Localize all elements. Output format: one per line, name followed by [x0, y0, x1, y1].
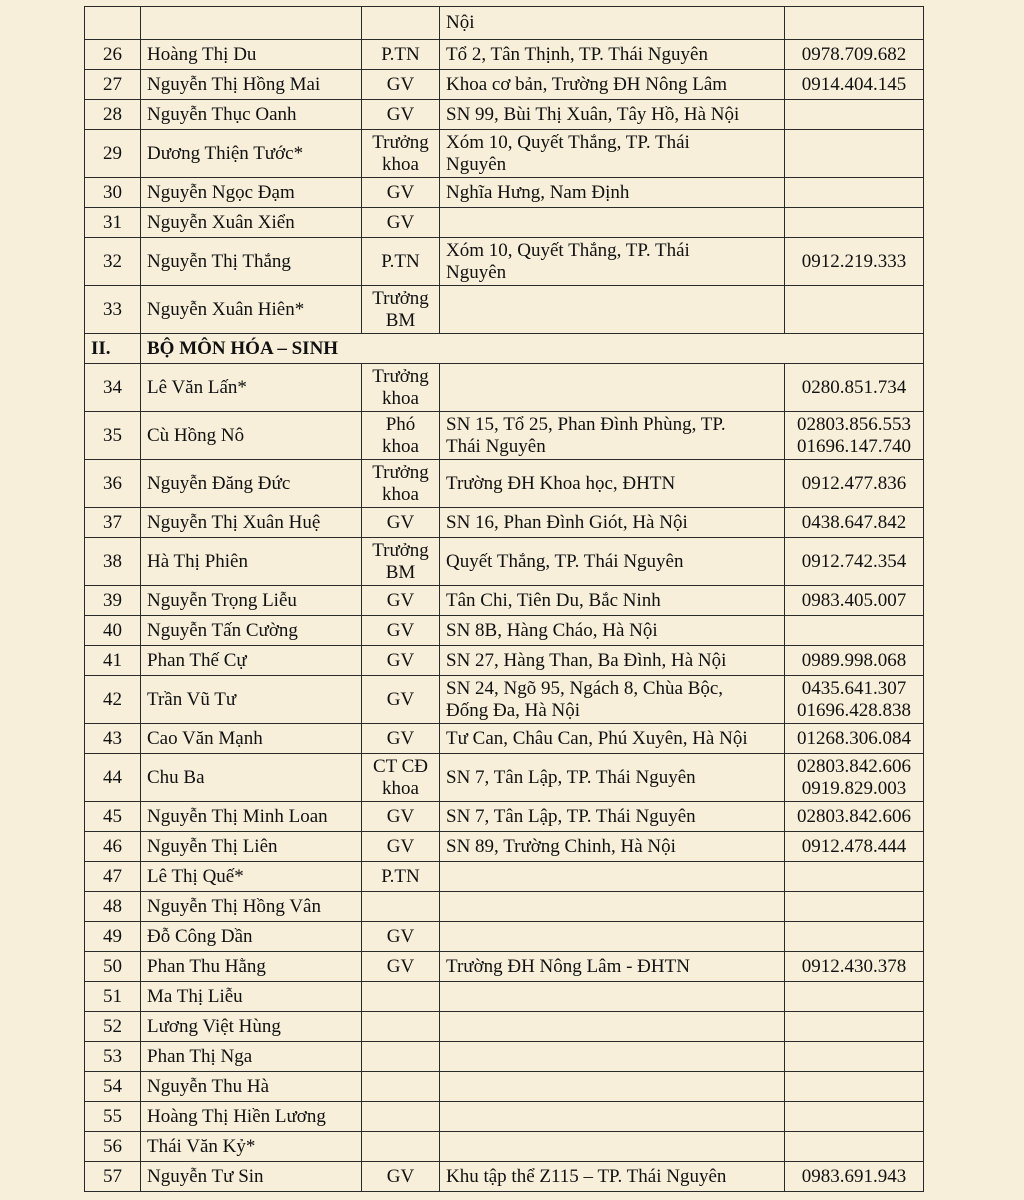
staff-position-cell: GV	[362, 616, 440, 646]
staff-phone-cell: 0912.478.444	[785, 832, 924, 862]
staff-name-cell: Nguyễn Đăng Đức	[141, 460, 362, 508]
staff-name-cell	[141, 7, 362, 40]
table-row	[85, 100, 924, 130]
staff-phone-cell	[785, 412, 924, 460]
staff-address-line: Thái Nguyên	[446, 435, 546, 457]
staff-name-cell: Nguyễn Thục Oanh	[141, 100, 362, 130]
row-number-cell: 46	[85, 832, 141, 862]
table-row	[85, 70, 924, 100]
table-row	[85, 982, 924, 1012]
row-number-cell: 30	[85, 178, 141, 208]
table-row	[85, 538, 924, 586]
table-row	[85, 130, 924, 178]
table-row	[85, 802, 924, 832]
staff-phone-cell: 0438.647.842	[785, 508, 924, 538]
staff-phone-cell	[785, 286, 924, 334]
table-body	[85, 7, 924, 1192]
staff-address-cell	[440, 1102, 785, 1132]
staff-address-cell	[440, 1132, 785, 1162]
row-number-cell	[85, 7, 141, 40]
staff-name-cell: Lương Việt Hùng	[141, 1012, 362, 1042]
staff-name-cell: Hà Thị Phiên	[141, 538, 362, 586]
staff-address-cell	[440, 364, 785, 412]
staff-phone-cell	[785, 616, 924, 646]
staff-position-cell: GV	[362, 802, 440, 832]
table-row	[85, 1012, 924, 1042]
staff-address-cell: SN 16, Phan Đình Giót, Hà Nội	[440, 508, 785, 538]
row-number-cell: 36	[85, 460, 141, 508]
staff-position-cell: GV	[362, 646, 440, 676]
staff-position-line: Trưởng	[372, 287, 429, 309]
staff-address-cell	[440, 676, 785, 724]
staff-position-cell: GV	[362, 832, 440, 862]
table-row	[85, 862, 924, 892]
section-number: II.	[85, 334, 141, 364]
table-row	[85, 676, 924, 724]
staff-position-line: BM	[385, 309, 416, 331]
staff-phone-cell: 0912.742.354	[785, 538, 924, 586]
staff-name-cell: Nguyễn Trọng Liễu	[141, 586, 362, 616]
row-number-cell: 55	[85, 1102, 141, 1132]
staff-phone-cell: 0912.477.836	[785, 460, 924, 508]
row-number-cell: 26	[85, 40, 141, 70]
table-row	[85, 1102, 924, 1132]
staff-address-line: Xóm 10, Quyết Thắng, TP. Thái	[446, 239, 690, 261]
row-number-cell: 28	[85, 100, 141, 130]
staff-position-cell	[362, 1132, 440, 1162]
staff-position-cell: GV	[362, 724, 440, 754]
table-row	[85, 178, 924, 208]
row-number-cell: 57	[85, 1162, 141, 1192]
staff-position-cell: GV	[362, 208, 440, 238]
row-number-cell: 27	[85, 70, 141, 100]
staff-address-cell: SN 27, Hàng Than, Ba Đình, Hà Nội	[440, 646, 785, 676]
table-row	[85, 7, 924, 40]
staff-address-cell: SN 7, Tân Lập, TP. Thái Nguyên	[440, 802, 785, 832]
staff-position-line: Trưởng	[372, 461, 429, 483]
staff-address-cell	[440, 286, 785, 334]
staff-position-cell: P.TN	[362, 238, 440, 286]
staff-address-cell	[440, 412, 785, 460]
row-number-cell: 29	[85, 130, 141, 178]
staff-name-cell: Nguyễn Thị Hồng Vân	[141, 892, 362, 922]
staff-address-cell: Trường ĐH Nông Lâm - ĐHTN	[440, 952, 785, 982]
staff-address-cell	[440, 208, 785, 238]
staff-position-cell: GV	[362, 70, 440, 100]
staff-name-cell: Thái Văn Kỷ*	[141, 1132, 362, 1162]
staff-phone-line: 0919.829.003	[801, 777, 907, 799]
row-number-cell: 47	[85, 862, 141, 892]
section-title: BỘ MÔN HÓA – SINH	[141, 334, 924, 364]
staff-phone-cell	[785, 1042, 924, 1072]
staff-phone-cell	[785, 178, 924, 208]
staff-phone-cell	[785, 922, 924, 952]
row-number-cell: 38	[85, 538, 141, 586]
staff-phone-line: 02803.842.606	[797, 755, 911, 777]
staff-phone-cell	[785, 1072, 924, 1102]
staff-position-cell	[362, 1012, 440, 1042]
table-row	[85, 460, 924, 508]
row-number-cell: 49	[85, 922, 141, 952]
row-number-cell: 51	[85, 982, 141, 1012]
table-row	[85, 208, 924, 238]
staff-name-cell: Đỗ Công Dần	[141, 922, 362, 952]
row-number-cell: 34	[85, 364, 141, 412]
staff-address-line: Đống Đa, Hà Nội	[446, 699, 581, 721]
staff-phone-cell	[785, 1012, 924, 1042]
staff-address-cell: Khu tập thể Z115 – TP. Thái Nguyên	[440, 1162, 785, 1192]
staff-position-line: khoa	[382, 435, 419, 457]
staff-name-cell: Nguyễn Tấn Cường	[141, 616, 362, 646]
staff-position-cell: GV	[362, 1162, 440, 1192]
staff-address-cell: Tư Can, Châu Can, Phú Xuyên, Hà Nội	[440, 724, 785, 754]
staff-address-cell	[440, 922, 785, 952]
staff-name-cell: Ma Thị Liễu	[141, 982, 362, 1012]
staff-name-cell: Nguyễn Ngọc Đạm	[141, 178, 362, 208]
staff-position-cell	[362, 1102, 440, 1132]
staff-address-cell	[440, 982, 785, 1012]
staff-name-cell: Cù Hồng Nô	[141, 412, 362, 460]
row-number-cell: 45	[85, 802, 141, 832]
staff-position-cell: GV	[362, 178, 440, 208]
staff-position-cell: GV	[362, 952, 440, 982]
staff-phone-cell: 0978.709.682	[785, 40, 924, 70]
row-number-cell: 53	[85, 1042, 141, 1072]
staff-name-cell: Nguyễn Thị Xuân Huệ	[141, 508, 362, 538]
row-number-cell: 52	[85, 1012, 141, 1042]
staff-address-cell	[440, 1042, 785, 1072]
staff-address-cell	[440, 892, 785, 922]
table-row	[85, 412, 924, 460]
staff-phone-cell	[785, 676, 924, 724]
staff-position-cell	[362, 538, 440, 586]
staff-address-cell	[440, 130, 785, 178]
staff-address-cell: Tổ 2, Tân Thịnh, TP. Thái Nguyên	[440, 40, 785, 70]
staff-position-line: BM	[385, 561, 416, 583]
staff-phone-cell	[785, 208, 924, 238]
staff-name-cell: Nguyễn Thị Minh Loan	[141, 802, 362, 832]
staff-name-cell: Nguyễn Xuân Xiển	[141, 208, 362, 238]
table-row	[85, 754, 924, 802]
table-row	[85, 40, 924, 70]
staff-position-cell	[362, 460, 440, 508]
staff-position-cell	[362, 7, 440, 40]
staff-address-cell: SN 7, Tân Lập, TP. Thái Nguyên	[440, 754, 785, 802]
staff-position-line: khoa	[382, 777, 419, 799]
table-row	[85, 922, 924, 952]
staff-phone-cell: 0983.691.943	[785, 1162, 924, 1192]
staff-address-cell: SN 8B, Hàng Cháo, Hà Nội	[440, 616, 785, 646]
staff-address-line: Nguyên	[446, 261, 507, 283]
staff-name-cell: Dương Thiện Tước*	[141, 130, 362, 178]
staff-phone-cell	[785, 1132, 924, 1162]
table-row	[85, 832, 924, 862]
staff-phone-cell	[785, 100, 924, 130]
row-number-cell: 37	[85, 508, 141, 538]
staff-address-line: Xóm 10, Quyết Thắng, TP. Thái	[446, 131, 690, 153]
staff-position-cell	[362, 982, 440, 1012]
staff-position-cell	[362, 130, 440, 178]
staff-phone-cell: 0280.851.734	[785, 364, 924, 412]
staff-position-cell	[362, 754, 440, 802]
row-number-cell: 48	[85, 892, 141, 922]
table-row	[85, 892, 924, 922]
staff-address-line: SN 15, Tổ 25, Phan Đình Phùng, TP.	[446, 413, 726, 435]
table-row	[85, 1042, 924, 1072]
table-row	[85, 238, 924, 286]
staff-address-cell	[440, 238, 785, 286]
table-row	[85, 1132, 924, 1162]
row-number-cell: 35	[85, 412, 141, 460]
staff-address-cell: Trường ĐH Khoa học, ĐHTN	[440, 460, 785, 508]
row-number-cell: 39	[85, 586, 141, 616]
row-number-cell: 54	[85, 1072, 141, 1102]
staff-position-cell	[362, 892, 440, 922]
table-row	[85, 952, 924, 982]
staff-address-cell	[440, 1072, 785, 1102]
staff-position-cell	[362, 1072, 440, 1102]
staff-position-cell: GV	[362, 676, 440, 724]
row-number-cell: 44	[85, 754, 141, 802]
staff-phone-cell	[785, 130, 924, 178]
staff-address-cell: Quyết Thắng, TP. Thái Nguyên	[440, 538, 785, 586]
staff-name-cell: Trần Vũ Tư	[141, 676, 362, 724]
staff-position-line: Phó	[385, 413, 416, 435]
staff-name-cell: Lê Thị Quế*	[141, 862, 362, 892]
staff-directory-table	[84, 6, 924, 1192]
staff-phone-cell: 0989.998.068	[785, 646, 924, 676]
row-number-cell: 56	[85, 1132, 141, 1162]
row-number-cell: 31	[85, 208, 141, 238]
staff-address-line: Nguyên	[446, 153, 507, 175]
staff-address-cell: Khoa cơ bản, Trường ĐH Nông Lâm	[440, 70, 785, 100]
staff-phone-cell	[785, 754, 924, 802]
staff-position-line: CT CĐ	[372, 755, 429, 777]
staff-name-cell: Nguyễn Xuân Hiên*	[141, 286, 362, 334]
table-row	[85, 508, 924, 538]
staff-address-cell	[440, 862, 785, 892]
staff-phone-cell: 0914.404.145	[785, 70, 924, 100]
staff-phone-line: 02803.856.553	[797, 413, 911, 435]
staff-position-line: Trưởng	[372, 539, 429, 561]
staff-address-line: SN 24, Ngõ 95, Ngách 8, Chùa Bộc,	[446, 677, 724, 699]
row-number-cell: 42	[85, 676, 141, 724]
table-row	[85, 616, 924, 646]
staff-position-line: khoa	[382, 153, 419, 175]
staff-phone-line: 01696.428.838	[797, 699, 911, 721]
row-number-cell: 33	[85, 286, 141, 334]
table-row	[85, 586, 924, 616]
staff-phone-cell: 02803.842.606	[785, 802, 924, 832]
staff-phone-cell	[785, 982, 924, 1012]
staff-name-cell: Hoàng Thị Du	[141, 40, 362, 70]
staff-name-cell: Nguyễn Thu Hà	[141, 1072, 362, 1102]
staff-name-cell: Phan Thế Cự	[141, 646, 362, 676]
staff-phone-line: 01696.147.740	[797, 435, 911, 457]
staff-position-cell: P.TN	[362, 40, 440, 70]
staff-name-cell: Hoàng Thị Hiền Lương	[141, 1102, 362, 1132]
section-header-row	[85, 334, 924, 364]
staff-name-cell: Nguyễn Tư Sin	[141, 1162, 362, 1192]
table-row	[85, 1072, 924, 1102]
row-number-cell: 43	[85, 724, 141, 754]
table-row	[85, 646, 924, 676]
staff-name-cell: Nguyễn Thị Hồng Mai	[141, 70, 362, 100]
staff-position-line: khoa	[382, 387, 419, 409]
staff-position-cell	[362, 412, 440, 460]
staff-address-cell: Nghĩa Hưng, Nam Định	[440, 178, 785, 208]
staff-position-cell	[362, 364, 440, 412]
staff-phone-cell: 0912.430.378	[785, 952, 924, 982]
staff-position-cell: GV	[362, 922, 440, 952]
staff-name-cell: Phan Thu Hằng	[141, 952, 362, 982]
table-row	[85, 1162, 924, 1192]
staff-phone-cell: 0912.219.333	[785, 238, 924, 286]
staff-phone-cell	[785, 7, 924, 40]
staff-address-cell: Tân Chi, Tiên Du, Bắc Ninh	[440, 586, 785, 616]
staff-position-line: Trưởng	[372, 131, 429, 153]
staff-phone-cell: 0983.405.007	[785, 586, 924, 616]
table-row	[85, 724, 924, 754]
staff-name-cell: Nguyễn Thị Liên	[141, 832, 362, 862]
staff-position-line: Trưởng	[372, 365, 429, 387]
staff-name-cell: Lê Văn Lấn*	[141, 364, 362, 412]
staff-name-cell: Chu Ba	[141, 754, 362, 802]
staff-position-cell: P.TN	[362, 862, 440, 892]
staff-name-cell: Nguyễn Thị Thắng	[141, 238, 362, 286]
staff-position-cell: GV	[362, 586, 440, 616]
staff-phone-cell	[785, 892, 924, 922]
staff-position-cell	[362, 1042, 440, 1072]
staff-name-cell: Cao Văn Mạnh	[141, 724, 362, 754]
staff-position-cell	[362, 286, 440, 334]
row-number-cell: 32	[85, 238, 141, 286]
row-number-cell: 40	[85, 616, 141, 646]
table-row	[85, 364, 924, 412]
staff-address-cell: Nội	[440, 7, 785, 40]
staff-position-cell: GV	[362, 100, 440, 130]
staff-phone-cell: 01268.306.084	[785, 724, 924, 754]
staff-address-cell: SN 89, Trường Chinh, Hà Nội	[440, 832, 785, 862]
staff-position-line: khoa	[382, 483, 419, 505]
staff-position-cell: GV	[362, 508, 440, 538]
staff-address-cell: SN 99, Bùi Thị Xuân, Tây Hồ, Hà Nội	[440, 100, 785, 130]
staff-phone-cell	[785, 1102, 924, 1132]
staff-phone-cell	[785, 862, 924, 892]
staff-name-cell: Phan Thị Nga	[141, 1042, 362, 1072]
staff-phone-line: 0435.641.307	[801, 677, 907, 699]
table-row	[85, 286, 924, 334]
row-number-cell: 50	[85, 952, 141, 982]
row-number-cell: 41	[85, 646, 141, 676]
staff-address-cell	[440, 1012, 785, 1042]
